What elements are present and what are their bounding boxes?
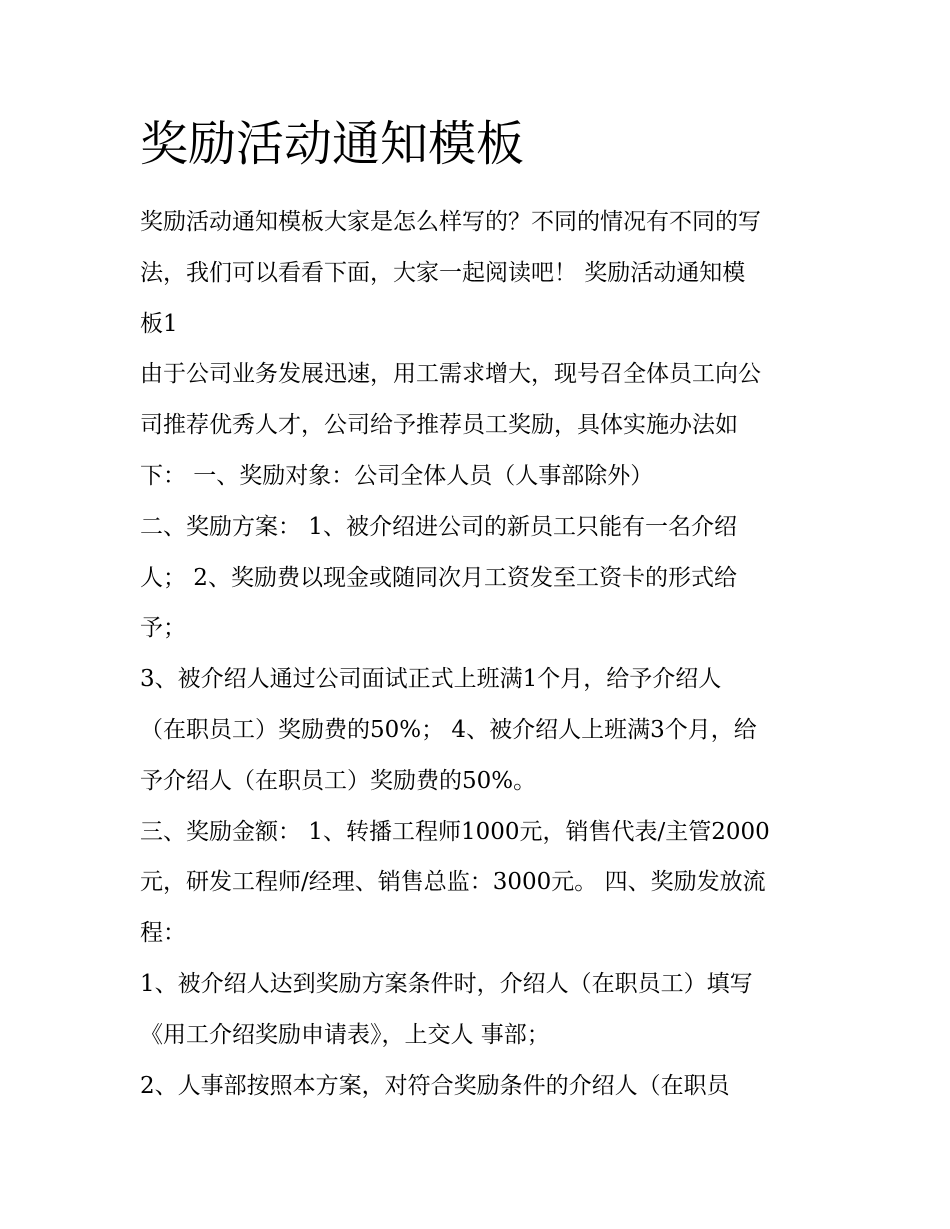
- body-line: 二、奖励方案： 1、被介绍进公司的新员工只能有一名介绍: [140, 513, 737, 540]
- body-line: 2、人事部按照本方案，对符合奖励条件的介绍人（在职员: [140, 1072, 730, 1099]
- body-line: （在职员工）奖励费的50%； 4、被介绍人上班满3个月，给: [140, 716, 757, 743]
- body-line: 予介绍人（在职员工）奖励费的50%。: [140, 767, 537, 794]
- body-line: 1、被介绍人达到奖励方案条件时，介绍人（在职员工）填写: [140, 970, 753, 997]
- body-line: 予；: [140, 615, 186, 642]
- body-line: 司推荐优秀人才，公司给予推荐员工奖励，具体实施办法如: [140, 412, 738, 439]
- body-line: 奖励活动通知模板大家是怎么样写的？不同的情况有不同的写: [140, 209, 761, 235]
- document-body: [140, 197, 815, 1111]
- body-line: 三、奖励金额： 1、转播工程师1000元，销售代表/主管2000: [140, 818, 770, 845]
- body-line: 人； 2、奖励费以现金或随同次月工资发至工资卡的形式给: [140, 564, 737, 591]
- body-line: 法，我们可以看看下面，大家一起阅读吧！ 奖励活动通知模: [140, 259, 746, 286]
- document-title: 奖励活动通知模板: [140, 116, 525, 172]
- body-line: 由于公司业务发展迅速，用工需求增大，现号召全体员工向公: [140, 361, 761, 388]
- body-line: 板1: [140, 310, 178, 337]
- body-line: 3、被介绍人通过公司面试正式上班满1个月，给予介绍人: [140, 666, 722, 693]
- body-line: 《用工介绍奖励申请表》，上交人 事部；: [140, 1021, 550, 1048]
- body-line: 下： 一、奖励对象：公司全体人员（人事部除外）: [140, 462, 654, 489]
- body-line: 程：: [140, 920, 186, 947]
- body-line: 元，研发工程师/经理、销售总监：3000元。 四、奖励发放流: [140, 869, 766, 896]
